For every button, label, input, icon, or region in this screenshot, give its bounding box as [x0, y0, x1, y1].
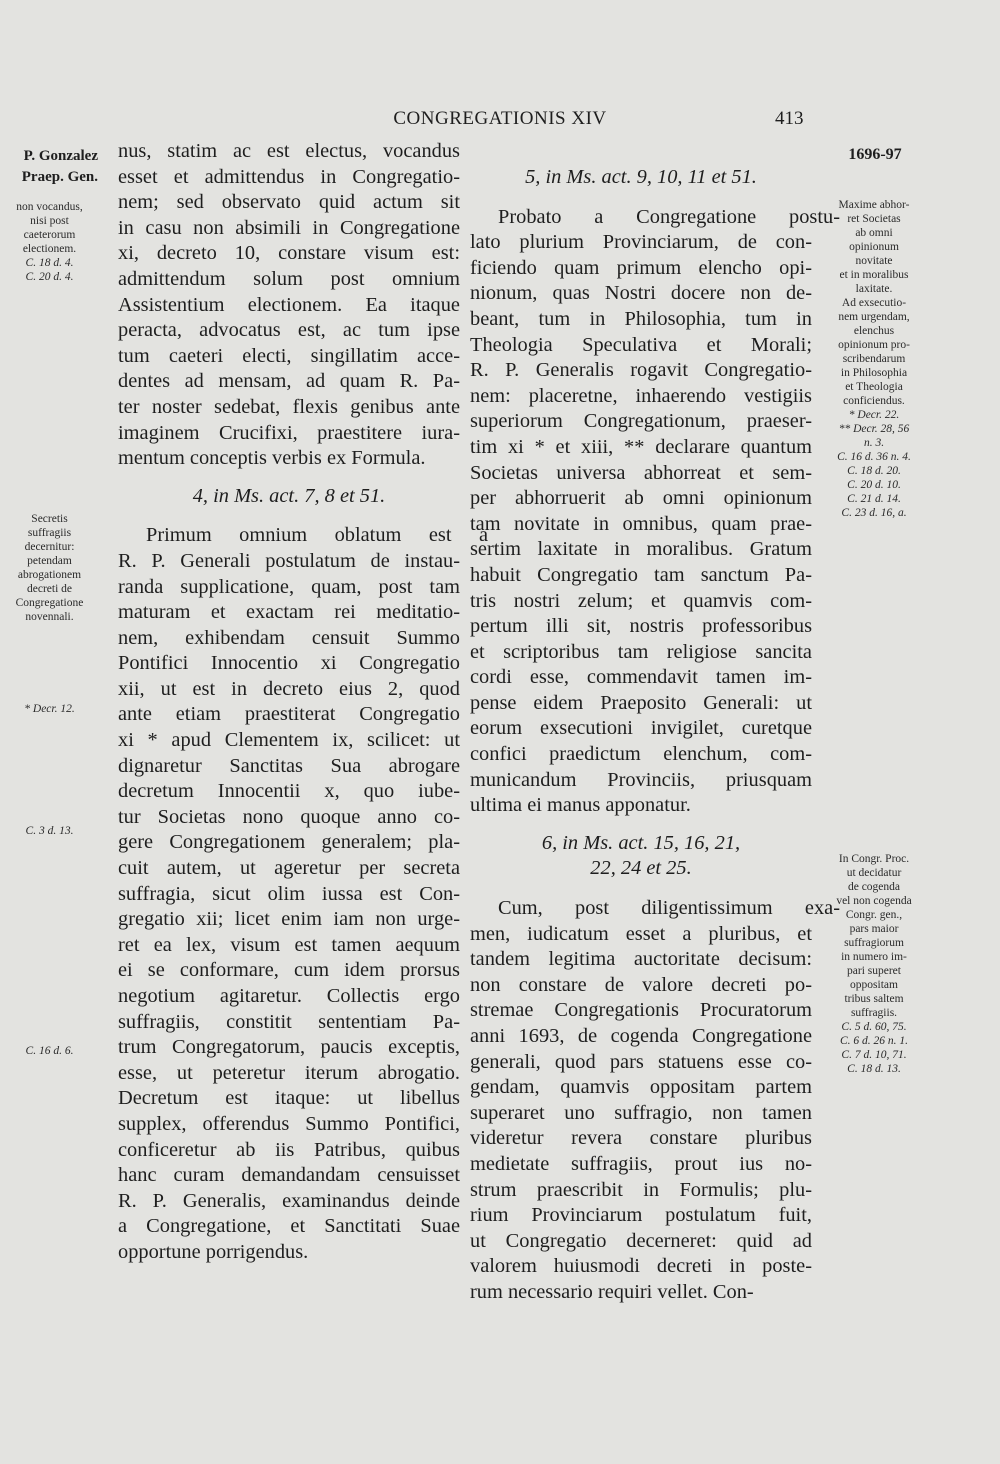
margin-note-line: novennali. [25, 611, 74, 623]
running-head-left-line: Praep. Gen. [21, 169, 98, 185]
section-heading-line: 6, in Ms. act. 15, 16, 21, [541, 831, 741, 854]
paragraph-line: xi * apud Clementem ix, scilicet: ut [118, 729, 460, 752]
margin-note-line: pars maior [849, 923, 899, 935]
page-title: CONGREGATIONIS XIV [393, 108, 607, 129]
paragraph-line: eorum exsecutioni invigilet, curetque [470, 717, 812, 740]
paragraph-line: rum necessario requiri vellet. Con- [470, 1280, 754, 1303]
running-head-left [6, 146, 98, 188]
paragraph-line: rium Provinciarum postulatum fuit, [470, 1204, 812, 1227]
paragraph-line: R. P. Generalis, examinandus deinde [118, 1189, 460, 1212]
margin-note-line: suffragiis [27, 527, 72, 539]
paragraph-line: Primum omnium oblatum est a [146, 524, 488, 547]
paragraph-line: superiorum Congregationum, praeser- [470, 410, 812, 433]
paragraph-line: habuit Congregatio tam sanctum Pa- [470, 563, 812, 586]
left-text-column [118, 139, 488, 1266]
paragraph-line: cordi esse, commendavit tamen im- [470, 666, 812, 689]
paragraph-line: pense eidem Praeposito Generali: ut [470, 691, 812, 714]
section-heading-line: 22, 24 et 25. [590, 857, 692, 880]
margin-reference: C. 16 d. 36 n. 4. [837, 451, 911, 463]
margin-reference: C. 7 d. 10, 71. [841, 1049, 907, 1061]
paragraph-line: Decretum est itaque: ut libellus [118, 1087, 460, 1110]
paragraph-line: beant, tum in Philosophia, tum in [470, 307, 812, 330]
margin-note-line: conficiendus. [843, 395, 905, 407]
margin-note-line: de cogenda [847, 881, 901, 893]
paragraph-line: maturam et exactam rei meditatio- [118, 601, 460, 624]
paragraph-line: ut Congregatio decerneret: quid ad [470, 1229, 812, 1252]
margin-note-line: ret Societas [847, 213, 901, 225]
paragraph-line: ante etiam praestiterat Congregatio [118, 703, 460, 726]
paragraph-line: nem; sed observato quid actum sit [118, 191, 460, 214]
paragraph-line: suffragiis, constitit sententiam Pa- [118, 1010, 460, 1033]
paragraph-line: tandem legitima auctoritate decisum: [470, 948, 812, 971]
paragraph-line: ter noster sedebat, flexis genibus ante [118, 395, 460, 418]
margin-note-line: Congr. gen., [845, 909, 903, 921]
paragraph-line: Pontifici Innocentio xi Congregatio [118, 652, 460, 675]
paragraph-line: videretur revera constare pluribus [470, 1127, 812, 1150]
paragraph-line: tum caeteri electi, singillatim acce- [118, 344, 460, 367]
paragraph-line: lato plurium Provinciarum, de con- [470, 231, 812, 254]
left-margin-note [2, 824, 97, 838]
running-head-date: 1696-97 [848, 146, 902, 163]
margin-note-line: vel non cogenda [836, 895, 912, 907]
margin-reference: C. 20 d. 4. [25, 271, 74, 283]
paragraph-line: generali, quod pars statuens esse co- [470, 1050, 812, 1073]
paragraph-line: tim xi * et xiii, ** declarare quantum [470, 435, 812, 458]
paragraph-line: gere Congregationem generalem; pla- [118, 831, 460, 854]
margin-note-line: in Philosophia [840, 367, 908, 379]
paragraph-line: esse, ut peteretur iterum abrogatio. [118, 1061, 460, 1084]
margin-note-line: Secretis [31, 513, 68, 525]
section-heading-line: 4, in Ms. act. 7, 8 et 51. [192, 484, 386, 507]
section-heading [470, 165, 812, 191]
paragraph-line: a Congregatione, et Sanctitati Suae [118, 1215, 460, 1238]
paragraph-line: gregatio xii; licet enim iam non urge- [118, 908, 460, 931]
right-text-column [470, 153, 840, 1306]
paragraph-line: esset et admittendus in Congregatio- [118, 165, 460, 188]
margin-reference: C. 20 d. 10. [847, 479, 901, 491]
paragraph-line: mentum conceptis verbis ex Formula. [118, 447, 426, 470]
margin-note-line: caeterorum [23, 229, 76, 241]
paragraph-line: decretum Innocentii x, quo iube- [118, 780, 460, 803]
paragraph-line: hanc curam demandandam censuisset [118, 1164, 460, 1187]
margin-reference: C. 18 d. 20. [847, 465, 901, 477]
margin-note-line: ab omni [855, 227, 893, 239]
margin-note-line: scribendarum [842, 353, 906, 365]
paragraph-line: valorem huiusmodi decreti in poste- [470, 1255, 812, 1278]
right-margin-note [822, 198, 926, 520]
margin-note-line: in numero im- [841, 951, 907, 963]
margin-reference: C. 18 d. 4. [25, 257, 74, 269]
paragraph-line: superaret uno suffragio, non tamen [470, 1101, 812, 1124]
margin-reference: C. 5 d. 60, 75. [841, 1021, 907, 1033]
paragraph-line: anni 1693, de cogenda Congregatione [470, 1025, 812, 1047]
paragraph-line: R. P. Generalis rogavit Congregatio- [470, 359, 812, 382]
margin-reference: ** Decr. 28, 56 [838, 423, 910, 435]
paragraph-line: ei se conformare, cum idem prorsus [118, 959, 460, 982]
margin-note-line: non vocandus, [16, 201, 83, 213]
paragraph-line: admittendum solum post omnium [118, 267, 460, 290]
margin-note-line: suffragiorum [844, 937, 904, 949]
margin-note-line: opinionum pro- [838, 339, 910, 351]
paragraph-line: Theologia Speculativa et Morali; [470, 333, 812, 356]
margin-note-line: abrogationem [17, 569, 82, 581]
paragraph-line: per abhorruerit ab omni opinionum [470, 487, 812, 510]
margin-note-line: Ad exsecutio- [841, 297, 907, 309]
paragraph-line: gendam, quamvis oppositam partem [470, 1076, 812, 1099]
margin-reference: C. 16 d. 6. [25, 1045, 74, 1057]
paragraph-line: tam novitate in omnibus, quam prae- [470, 512, 812, 535]
margin-note-line: oppositam [850, 979, 898, 991]
paragraph-line: in casu non absimili in Congregatione [118, 216, 460, 239]
margin-note-line: Maxime abhor- [838, 199, 910, 211]
paragraph-line: confici praedictum elenchum, com- [470, 743, 812, 766]
left-margin-note [2, 200, 97, 284]
paragraph-line: Probato a Congregatione postu- [498, 205, 840, 228]
paragraph-line: men, iudicatum esset a pluribus, et [470, 922, 812, 945]
margin-reference: C. 18 d. 13. [847, 1063, 901, 1075]
left-margin-note [2, 512, 97, 624]
margin-note-line: opinionum [849, 241, 899, 253]
margin-note-line: nem urgendam, [838, 311, 910, 323]
margin-note-line: et Theologia [845, 381, 903, 393]
page-number: 413 [775, 108, 804, 129]
running-head-left-line: P. Gonzalez [23, 148, 98, 164]
margin-note-line: novitate [855, 255, 893, 267]
margin-note-line: petendam [27, 555, 72, 567]
paragraph-line: municandum Provinciis, priusquam [470, 768, 812, 791]
paragraph-line: nionum, quas Nostri docere non de- [470, 282, 812, 305]
left-margin-note [2, 1044, 97, 1058]
paragraph-line: strum praescribit in Formulis; plu- [470, 1178, 812, 1201]
paragraph-line: nus, statim ac est electus, vocandus [118, 140, 460, 162]
paragraph-line: non constare de valore decreti po- [470, 973, 812, 996]
margin-note-line: suffragiis. [850, 1007, 898, 1019]
paragraph-line: xii, ut est in decreto eius 2, quod [118, 677, 460, 700]
margin-reference: C. 3 d. 13. [25, 825, 74, 837]
paragraph-line: peracta, advocatus est, ac tum ipse [118, 319, 460, 342]
paragraph-line: et scriptoribus tam religiose sancita [470, 640, 812, 663]
margin-reference: C. 23 d. 16, a. [841, 507, 907, 519]
paragraph-line: tur Societas nono quoque anno co- [118, 805, 460, 828]
margin-note-line: decernitur: [24, 541, 75, 553]
margin-note-line: pari superet [847, 965, 901, 977]
paragraph-line: cuit autem, ut ageretur per secreta [118, 857, 460, 880]
margin-reference: C. 21 d. 14. [847, 493, 901, 505]
paragraph-line: dignaretur Sanctitas Sua abrogare [118, 754, 460, 777]
left-margin-note [2, 702, 97, 716]
margin-reference: C. 6 d. 26 n. 1. [839, 1035, 909, 1047]
paragraph-line: trum Congregatorum, paucis exceptis, [118, 1036, 460, 1059]
paragraph-line: ultima ei manus apponatur. [470, 794, 691, 817]
right-margin-note [822, 852, 926, 1076]
margin-reference: * Decr. 22. [848, 409, 900, 421]
margin-reference: * Decr. 12. [24, 703, 75, 715]
paragraph-line: randa supplicatione, quam, post tam [118, 575, 460, 598]
paragraph-line: pertum illi sit, nostris professoribus [470, 615, 812, 638]
paragraph-line: imaginem Crucifixi, praestitere iura- [118, 421, 460, 444]
margin-note-line: et in moralibus [839, 269, 909, 281]
paragraph-line: suffragia, sicut olim iussa est Con- [118, 882, 460, 905]
paragraph-line: R. P. Generali postulatum de instau- [118, 549, 460, 572]
paragraph-line: stremae Congregationis Procuratorum [470, 999, 812, 1022]
margin-note-line: laxitate. [855, 283, 893, 295]
paragraph-line: conficeretur ab iis Patribus, quibus [118, 1138, 460, 1161]
section-heading [470, 831, 812, 882]
paragraph-line: ficiendo quam primum elencho opi- [470, 256, 812, 279]
margin-note-line: ut decidatur [846, 867, 902, 879]
paragraph-line: tris nostri zelum; et quamvis com- [470, 589, 812, 612]
paragraph-line: sertim laxitate in moralibus. Gratum [470, 538, 812, 561]
paragraph-line: Assistentium electionem. Ea itaque [118, 293, 460, 316]
paragraph-line: opportune porrigendus. [118, 1240, 309, 1263]
section-heading-line: 5, in Ms. act. 9, 10, 11 et 51. [525, 166, 757, 188]
paragraph-line: nem: placeretne, inhaerendo vestigiis [470, 384, 812, 407]
margin-note-line: nisi post [30, 215, 69, 227]
paragraph-line: ret ea lex, visum est tamen aequum [118, 933, 460, 956]
margin-note-line: decreti de [26, 583, 72, 595]
paragraph-line: supplex, offerendus Summo Pontifici, [118, 1112, 460, 1135]
margin-note-line: tribus saltem [844, 993, 904, 1005]
paragraph-line: Cum, post diligentissimum exa- [498, 897, 840, 920]
paragraph-line: dentes ad mensam, ad quam R. Pa- [118, 370, 460, 393]
margin-note-line: electionem. [22, 243, 77, 255]
paragraph-line: negotium agitaretur. Collectis ergo [118, 985, 460, 1007]
paragraph-line: nem, exhibendam censuit Summo [118, 626, 460, 649]
margin-note-line: In Congr. Proc. [838, 853, 910, 865]
margin-note-line: elenchus [853, 325, 895, 337]
section-heading [118, 484, 460, 510]
margin-reference: n. 3. [863, 437, 885, 449]
paragraph-line: Societas universa abhorreat et sem- [470, 461, 812, 484]
paragraph-line: medietate suffragiis, prout ius no- [470, 1152, 812, 1175]
paragraph-line: xi, decreto 10, constare visum est: [118, 242, 460, 265]
margin-note-line: Congregatione [15, 597, 84, 609]
